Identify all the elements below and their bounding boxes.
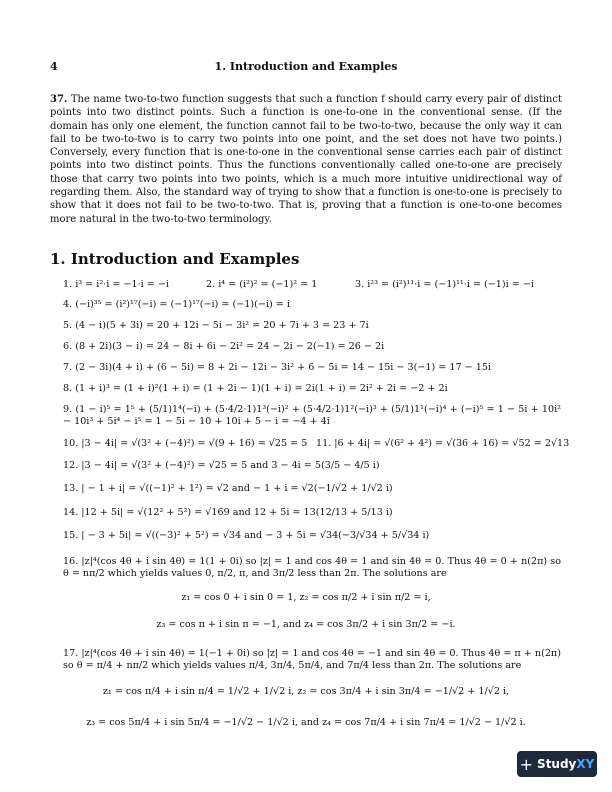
- example-17-solutions-line-2: z₃ = cos 5π/4 + i sin 5π/4 = −1/√2 − 1/√2 i, and z₄ = cos 7π/4 + i sin 7π/4 = 1/√2 − 1/√2 i.: [86, 717, 526, 728]
- studyxy-badge[interactable]: [517, 751, 597, 777]
- example-row-10-11: [63, 438, 570, 450]
- running-title: 1. Introduction and Examples: [214, 60, 398, 73]
- plus-icon: +: [519, 754, 534, 774]
- example-16-solutions-line-1: z₁ = cos 0 + i sin 0 = 1, z₂ = cos π/2 + i sin π/2 = i,: [181, 592, 431, 603]
- example-row-1-3: [63, 279, 561, 291]
- example-13: 13. | − 1 + i| = √((−1)² + 1²) = √2 and − 1 + i = √2(−1/√2 + 1/√2 i): [63, 483, 393, 494]
- brand-name: StudyXY: [537, 757, 595, 771]
- example-12: 12. |3 − 4i| = √(3² + (−4)²) = √25 = 5 and 3 − 4i = 5(3/5 − 4/5 i): [63, 460, 380, 471]
- example-9: 9. (1 − i)⁵ = 1⁵ + (5/1)1⁴(−i) + (5·4/2·1)1³(−i)² + (5·4/2·1)1²(−i)³ + (5/1)1¹(−i)⁴ + (−i)⁵ = 1 − 5i + 10i² − 10i³ + 5i⁴ − i⁵ = 1 − 5i − 10 + 10i + 5 − i = −4 + 4i: [63, 404, 561, 428]
- example-10: 10. |3 − 4i| = √(3² + (−4)²) = √(9 + 16) = √25 = 5: [63, 438, 308, 449]
- example-1: 1. i³ = i²·i = −1·i = −i: [63, 279, 169, 290]
- example-4: 4. (−i)³⁵ = (i²)¹⁷(−i) = (−1)¹⁷(−i) = (−1)(−i) = i: [63, 299, 290, 310]
- example-2: 2. i⁴ = (i²)² = (−1)² = 1: [206, 279, 318, 290]
- section-heading: 1. Introduction and Examples: [50, 250, 300, 268]
- example-17: 17. |z|⁴(cos 4θ + i sin 4θ) = 1(−1 + 0i) so |z| = 1 and cos 4θ = −1 and sin 4θ = 0. Thus 4θ = π + n(2π) so θ = π/4 + nπ/2 which yields values π/4, 3π/4, 5π/4, and 7π/4 less than 2π. The solutions are: [63, 648, 561, 672]
- page-number: 4: [50, 60, 58, 73]
- example-3: 3. i²³ = (i²)¹¹·i = (−1)¹¹·i = (−1)i = −i: [355, 279, 534, 290]
- example-5: 5. (4 − i)(5 + 3i) = 20 + 12i − 5i − 3i² = 20 + 7i + 3 = 23 + 7i: [63, 320, 369, 331]
- exercise-text: The name two-to-two function suggests that such a function f should carry every pair of distinct points into two distinct points. Such a function is one-to-one in the conventional sense. (If the domain has only one element, the function cannot fail to be two-to-two, because the only way it can fail to be two-to-two is to carry two points into one point, and the set does not have two points.) Conversely, every function that is one-to-one in the conventional sense carries each pair of distinct points into two distinct points. Thus the functions conventionally called one-to-one are precisely those that carry two points into two points, which is a much more intuitive unidirectional way of regarding them. Also, the standard way of trying to show that a function is one-to-one is precisely to show that it does not fail to be two-to-two. That is, proving that a function is one-to-one becomes more natural in the two-to-two terminology.: [50, 94, 562, 225]
- example-15: 15. | − 3 + 5i| = √((−3)² + 5²) = √34 and − 3 + 5i = √34(−3/√34 + 5/√34 i): [63, 530, 430, 541]
- example-8: 8. (1 + i)³ = (1 + i)²(1 + i) = (1 + 2i − 1)(1 + i) = 2i(1 + i) = 2i² + 2i = −2 + 2i: [63, 383, 448, 394]
- example-11: 11. |6 + 4i| = √(6² + 4²) = √(36 + 16) = √52 = 2√13: [316, 438, 570, 449]
- exercise-37-paragraph: [50, 93, 562, 226]
- example-14: 14. |12 + 5i| = √(12² + 5²) = √169 and 12 + 5i = 13(12/13 + 5/13 i): [63, 507, 393, 518]
- example-16-solutions-line-2: z₃ = cos π + i sin π = −1, and z₄ = cos 3π/2 + i sin 3π/2 = −i.: [156, 619, 456, 630]
- example-17-solutions-line-1: z₁ = cos π/4 + i sin π/4 = 1/√2 + 1/√2 i, z₂ = cos 3π/4 + i sin 3π/4 = −1/√2 + 1/√2 i,: [102, 686, 510, 697]
- example-7: 7. (2 − 3i)(4 + i) + (6 − 5i) = 8 + 2i − 12i − 3i² + 6 − 5i = 14 − 15i − 3(−1) = 17 − 15i: [63, 362, 491, 373]
- exercise-number: 37.: [50, 94, 68, 105]
- example-6: 6. (8 + 2i)(3 − i) = 24 − 8i + 6i − 2i² = 24 − 2i − 2(−1) = 26 − 2i: [63, 341, 385, 352]
- example-16: 16. |z|⁴(cos 4θ + i sin 4θ) = 1(1 + 0i) so |z| = 1 and cos 4θ = 1 and sin 4θ = 0. Thus 4θ = 0 + n(2π) so θ = nπ/2 which yields values 0, π/2, π, and 3π/2 less than 2π. The solutions are: [63, 556, 561, 580]
